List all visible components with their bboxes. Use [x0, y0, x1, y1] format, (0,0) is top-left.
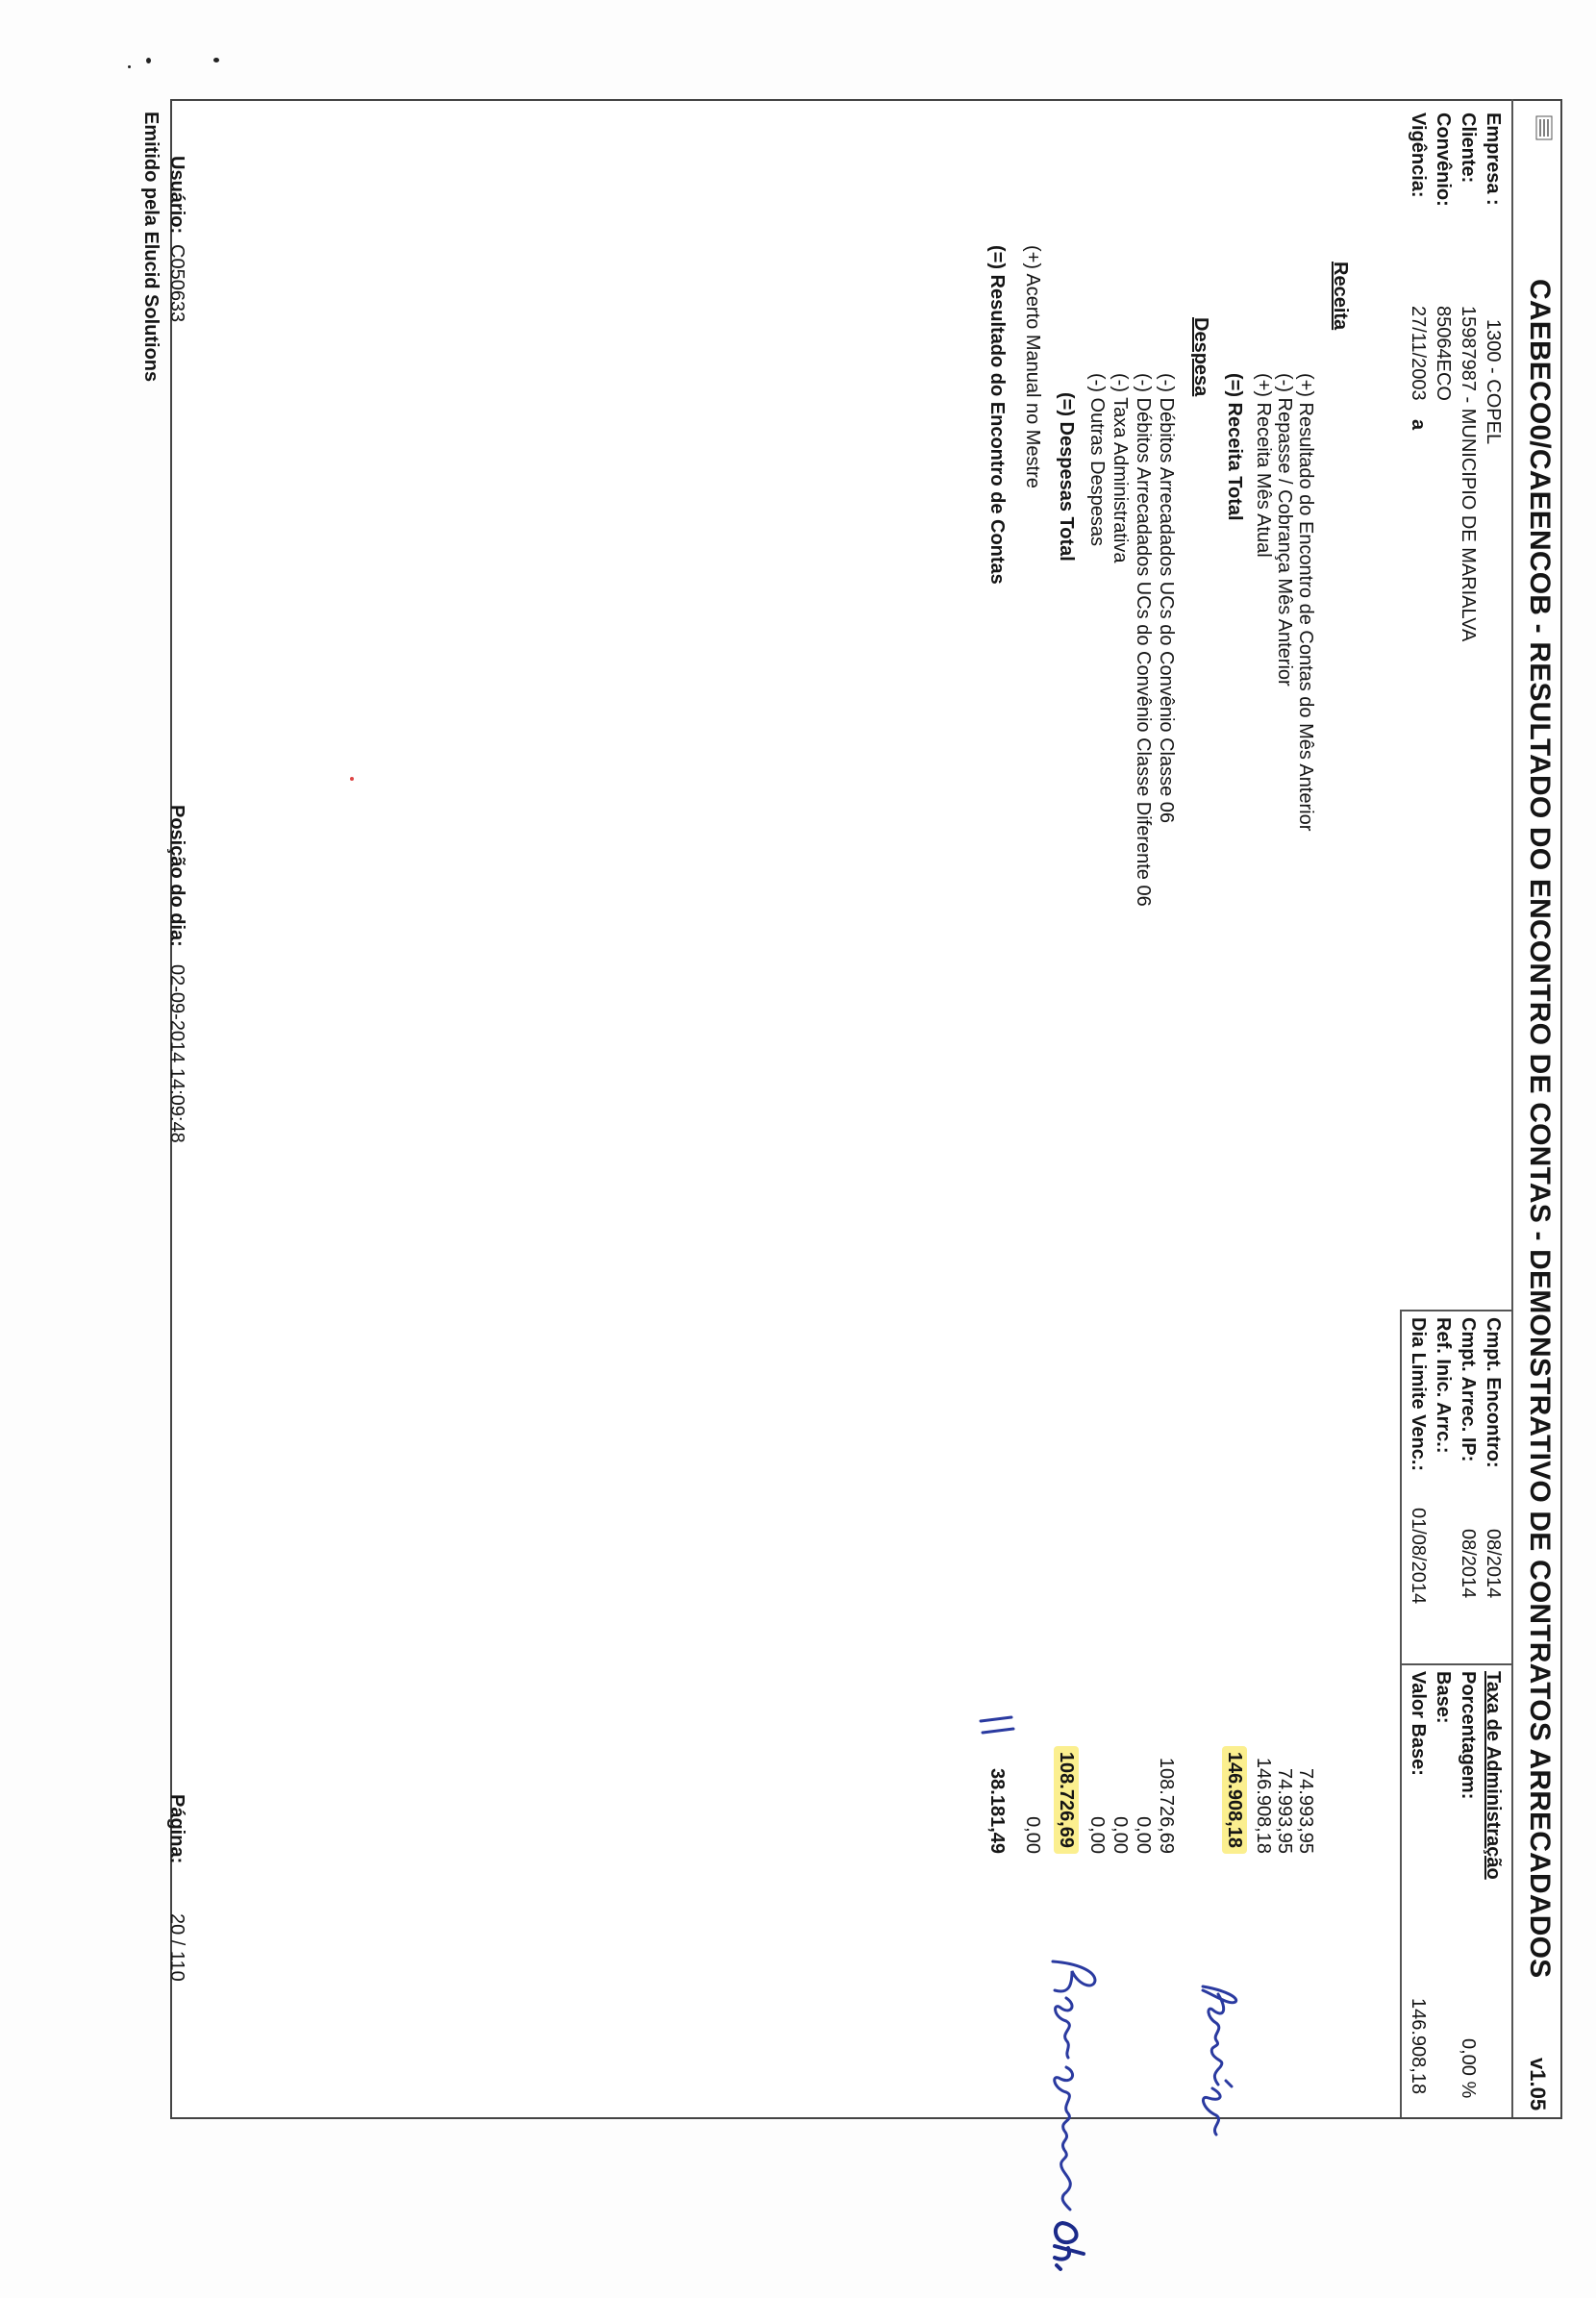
porcentagem-value: 0,00 %	[1458, 2038, 1479, 2099]
despesa-row-1-label: (-) Débitos Arrecadados UCs do Convênio Classe 06	[1156, 373, 1177, 823]
vigencia-label: Vigência:	[1408, 112, 1429, 198]
report-frame	[170, 99, 1562, 2119]
report-title: CAEBECO0/CAEENCOB - RESULTADO DO ENCONTRO DE CONTAS - DEMONSTRATIVO DE CONTRATOS ARRECADADOS	[1524, 279, 1556, 1979]
receita-total-value	[1223, 1719, 1245, 1854]
cliente-value: 15987987 - MUNICIPIO DE MARIALVA	[1458, 306, 1479, 642]
taxa-admin-title: Taxa de Administração	[1483, 1671, 1504, 1880]
handwritten-despesa-note	[1024, 1952, 1110, 2298]
base-label: Base:	[1433, 1671, 1454, 1724]
receita-row-1-value: 74.993,95	[1295, 1768, 1316, 1854]
report-version: v1.05	[1526, 2058, 1550, 2111]
receita-heading: Receita	[1330, 262, 1351, 331]
handwritten-equals-mark	[971, 1711, 1019, 1740]
usuario-value: C050633	[166, 244, 187, 323]
scan-speck	[350, 777, 354, 781]
vigencia-value: 27/11/2003	[1408, 306, 1429, 401]
convenio-label: Convênio:	[1433, 112, 1454, 207]
handwritten-receita-note	[1187, 1981, 1245, 2173]
header-divider-left	[1402, 1310, 1513, 1311]
cmpt-arrec-value: 08/2014	[1458, 1529, 1479, 1599]
receita-total-highlight: 146.908,18	[1222, 1746, 1247, 1854]
company-logo-icon	[1535, 115, 1553, 140]
receita-row-2-label: (-) Repasse / Cobrança Mês Anterior	[1274, 373, 1295, 687]
dia-limite-value: 01/08/2014	[1408, 1508, 1429, 1605]
porcentagem-label: Porcentagem:	[1458, 1671, 1479, 1800]
despesa-row-2-value: 0,00	[1133, 1816, 1154, 1854]
valor-base-label: Valor Base:	[1408, 1671, 1429, 1776]
receita-row-3-value: 146.908,18	[1253, 1757, 1274, 1854]
posicao-dia-value: 02-09-2014 14:09:48	[166, 964, 187, 1143]
cliente-label: Cliente:	[1458, 112, 1479, 184]
header-bottom-divider	[1400, 1310, 1402, 2117]
receita-row-2-value: 74.993,95	[1274, 1768, 1295, 1854]
despesa-total-label: (=) Despesas Total	[1056, 392, 1077, 562]
receita-total-label: (=) Receita Total	[1224, 373, 1245, 521]
despesa-row-4-value: 0,00	[1086, 1816, 1108, 1854]
despesa-row-3-value: 0,00	[1110, 1816, 1131, 1854]
usuario-label: Usuário:	[166, 156, 187, 235]
acerto-value: 0,00	[1022, 1816, 1043, 1854]
despesa-row-4-label: (-) Outras Despesas	[1086, 373, 1108, 547]
valor-base-value: 146.908,18	[1408, 1998, 1429, 2095]
cmpt-encontro-label: Cmpt. Encontro:	[1483, 1317, 1504, 1468]
pagina-label: Página:	[166, 1794, 187, 1864]
resultado-value: 38.181,49	[986, 1768, 1008, 1854]
acerto-label: (+) Acerto Manual no Mestre	[1022, 245, 1043, 488]
despesa-row-3-label: (-) Taxa Administrativa	[1110, 373, 1131, 563]
vigencia-separator: a	[1408, 419, 1429, 431]
cmpt-arrec-label: Cmpt. Arrec. IP:	[1458, 1317, 1479, 1462]
scan-speck	[146, 58, 151, 63]
scan-speck	[128, 65, 131, 68]
cmpt-encontro-value: 08/2014	[1483, 1529, 1504, 1599]
scan-speck	[213, 58, 219, 62]
posicao-dia-label: Posição do dia:	[166, 805, 187, 947]
receita-row-1-label: (+) Resultado do Encontro de Contas do Mês Anterior	[1295, 373, 1316, 832]
resultado-label: (=) Resultado do Encontro de Contas	[986, 245, 1008, 585]
receita-row-3-label: (+) Receita Mês Atual	[1253, 373, 1274, 558]
emitido-por: Emitido pela Elucid Solutions	[140, 112, 162, 383]
despesa-row-2-label: (-) Débitos Arrecadados UCs do Convênio Classe Diferente 06	[1133, 373, 1154, 907]
empresa-label: Empresa :	[1483, 112, 1504, 206]
title-divider	[1511, 99, 1513, 2117]
despesa-total-highlight: 108.726,69	[1054, 1746, 1079, 1854]
convenio-value: 85064ECO	[1433, 306, 1454, 401]
empresa-value: 1300 - COPEL	[1483, 319, 1504, 445]
despesa-total-value	[1055, 1719, 1077, 1854]
ref-inic-label: Ref. Inic. Arrc.:	[1433, 1317, 1454, 1454]
header-divider-right	[1402, 1663, 1513, 1665]
despesa-row-1-value: 108.726,69	[1156, 1757, 1177, 1854]
dia-limite-label: Dia Limite Venc.:	[1408, 1317, 1429, 1472]
despesa-heading: Despesa	[1190, 317, 1211, 397]
pagina-value: 20 / 110	[166, 1913, 187, 1982]
